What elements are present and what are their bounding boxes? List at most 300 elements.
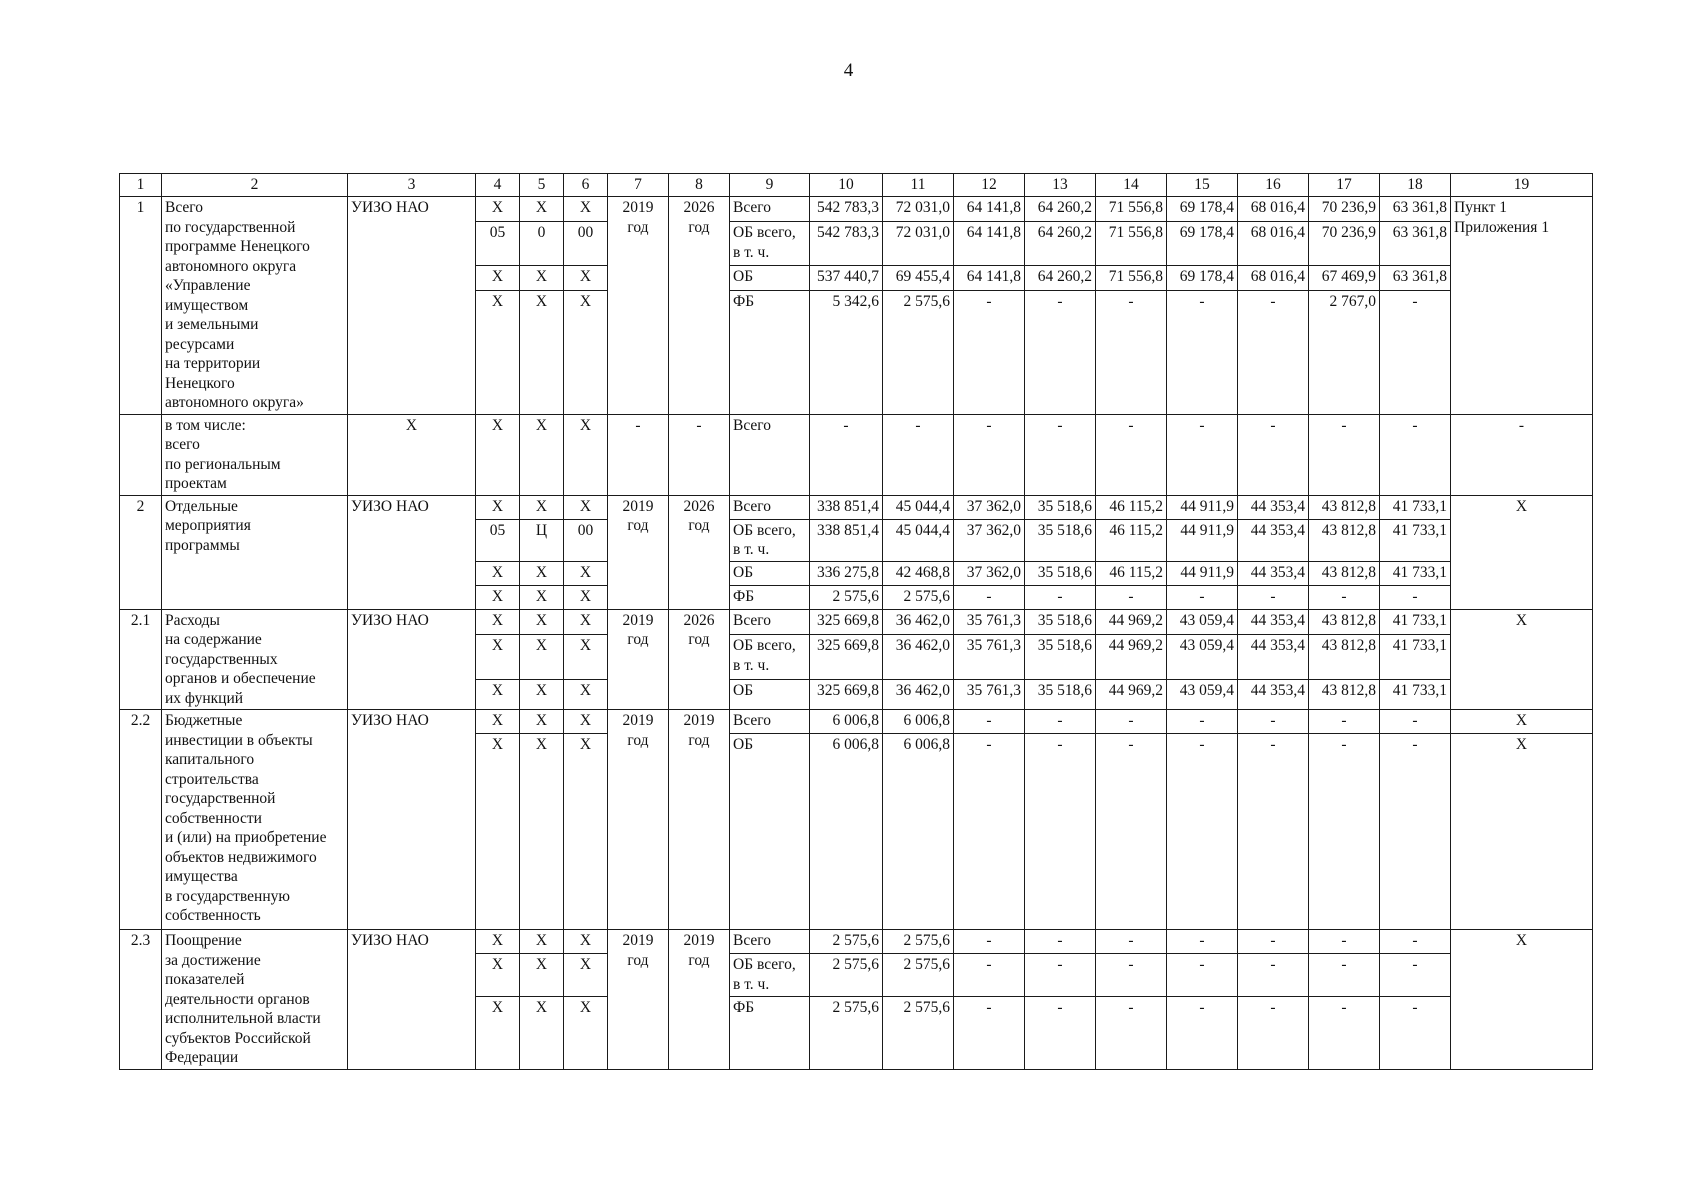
code-cell: Х bbox=[476, 954, 520, 996]
amount-cell: - bbox=[1096, 930, 1167, 954]
amount-cell: - bbox=[1238, 996, 1309, 1069]
amount-cell: 68 016,4 bbox=[1238, 197, 1309, 222]
end-year-cell bbox=[669, 495, 730, 609]
amount-cell: 542 783,3 bbox=[810, 197, 883, 222]
amount-cell: - bbox=[810, 414, 883, 495]
start-year-cell: - bbox=[608, 414, 669, 495]
start-year-cell-line: год bbox=[627, 631, 649, 648]
funding-source-cell: Всего bbox=[730, 710, 810, 734]
event-name-cell-line: инвестиции в объекты bbox=[165, 731, 313, 749]
event-name-cell-line: собственность bbox=[165, 907, 261, 924]
event-name-cell-line: деятельности органов bbox=[165, 990, 310, 1008]
code-cell: Х bbox=[564, 414, 608, 495]
amount-cell: - bbox=[1025, 930, 1096, 954]
amount-cell: 44 353,4 bbox=[1238, 495, 1309, 519]
amount-cell: - bbox=[1309, 414, 1380, 495]
amount-cell: - bbox=[1380, 734, 1451, 930]
amount-cell: 36 462,0 bbox=[883, 609, 954, 635]
column-header: 6 bbox=[564, 174, 608, 197]
amount-cell: 2 575,6 bbox=[810, 585, 883, 609]
event-name-cell-line: исполнительной власти bbox=[165, 1010, 321, 1027]
amount-cell: 37 362,0 bbox=[954, 561, 1025, 585]
event-name-cell-line: Федерации bbox=[165, 1049, 239, 1066]
amount-cell: 68 016,4 bbox=[1238, 222, 1309, 266]
column-header: 16 bbox=[1238, 174, 1309, 197]
funding-source-cell-line: ОБ всего, bbox=[733, 637, 796, 655]
amount-cell: 63 361,8 bbox=[1380, 197, 1451, 222]
amount-cell: 44 969,2 bbox=[1096, 609, 1167, 635]
code-cell: Х bbox=[520, 996, 564, 1069]
code-cell: Х bbox=[520, 585, 564, 609]
amount-cell: 2 575,6 bbox=[883, 954, 954, 996]
event-name-cell-line: государственных bbox=[165, 650, 278, 668]
amount-cell: - bbox=[1380, 930, 1451, 954]
amount-cell: - bbox=[1096, 954, 1167, 996]
event-name-cell-line: имущества bbox=[165, 868, 238, 885]
amount-cell: - bbox=[1309, 930, 1380, 954]
amount-cell: 64 141,8 bbox=[954, 197, 1025, 222]
amount-cell: - bbox=[1238, 930, 1309, 954]
amount-cell: - bbox=[1096, 291, 1167, 414]
end-year-cell bbox=[669, 197, 730, 415]
amount-cell: - bbox=[1167, 710, 1238, 734]
amount-cell: 72 031,0 bbox=[883, 197, 954, 222]
code-cell: Х bbox=[564, 561, 608, 585]
table-row bbox=[120, 930, 1593, 954]
amount-cell: 336 275,8 bbox=[810, 561, 883, 585]
code-cell: Х bbox=[476, 585, 520, 609]
event-name-cell-line: государственной bbox=[165, 790, 276, 807]
funding-source-cell: ОБ bbox=[730, 266, 810, 291]
end-year-cell bbox=[669, 930, 730, 1070]
amount-cell: - bbox=[1309, 710, 1380, 734]
column-header: 8 bbox=[669, 174, 730, 197]
code-cell: 00 bbox=[564, 519, 608, 561]
amount-cell: - bbox=[1025, 414, 1096, 495]
event-name-cell-line: по региональным bbox=[165, 455, 281, 473]
column-header: 7 bbox=[608, 174, 669, 197]
code-cell: Х bbox=[564, 495, 608, 519]
code-cell: Х bbox=[476, 414, 520, 495]
amount-cell: 44 969,2 bbox=[1096, 680, 1167, 710]
start-year-cell bbox=[608, 930, 669, 1070]
amount-cell: 36 462,0 bbox=[883, 680, 954, 710]
amount-cell: 35 518,6 bbox=[1025, 519, 1096, 561]
amount-cell: 325 669,8 bbox=[810, 609, 883, 635]
amount-cell: 5 342,6 bbox=[810, 291, 883, 414]
budget-table bbox=[119, 173, 1593, 1070]
amount-cell: 6 006,8 bbox=[810, 710, 883, 734]
executor-cell: УИЗО НАО bbox=[348, 197, 476, 415]
event-name-cell-line: собственности bbox=[165, 809, 262, 827]
amount-cell: 41 733,1 bbox=[1380, 609, 1451, 635]
amount-cell: 71 556,8 bbox=[1096, 197, 1167, 222]
amount-cell: 64 260,2 bbox=[1025, 266, 1096, 291]
code-cell: Х bbox=[476, 495, 520, 519]
amount-cell: 44 353,4 bbox=[1238, 635, 1309, 680]
amount-cell: - bbox=[1167, 414, 1238, 495]
amount-cell: 64 141,8 bbox=[954, 222, 1025, 266]
code-cell: 05 bbox=[476, 222, 520, 266]
amount-cell: 46 115,2 bbox=[1096, 561, 1167, 585]
end-year-cell-line: год bbox=[688, 731, 710, 749]
note-cell-line: Пункт 1 bbox=[1454, 199, 1507, 216]
event-name-cell-line: и земельными bbox=[165, 316, 259, 333]
code-cell: Х bbox=[564, 609, 608, 635]
event-name-cell-line: по государственной bbox=[165, 218, 296, 236]
start-year-cell-line: год bbox=[627, 731, 649, 749]
amount-cell: 43 812,8 bbox=[1309, 561, 1380, 585]
end-year-cell-line: 2026 bbox=[683, 199, 715, 216]
amount-cell: - bbox=[1025, 585, 1096, 609]
amount-cell: - bbox=[1309, 954, 1380, 996]
table-row bbox=[120, 495, 1593, 519]
amount-cell: - bbox=[954, 585, 1025, 609]
amount-cell: - bbox=[1025, 291, 1096, 414]
amount-cell: 6 006,8 bbox=[883, 710, 954, 734]
amount-cell: 2 767,0 bbox=[1309, 291, 1380, 414]
event-name-cell-line: программе Ненецкого bbox=[165, 238, 310, 255]
event-name-cell-line: строительства bbox=[165, 770, 259, 788]
column-header: 3 bbox=[348, 174, 476, 197]
code-cell: Х bbox=[520, 635, 564, 680]
start-year-cell-line: год bbox=[627, 218, 649, 236]
event-name-cell-line: и (или) на приобретение bbox=[165, 829, 327, 846]
amount-cell: - bbox=[954, 930, 1025, 954]
funding-source-cell: Всего bbox=[730, 609, 810, 635]
amount-cell: 41 733,1 bbox=[1380, 635, 1451, 680]
start-year-cell-line: 2019 bbox=[622, 932, 654, 949]
start-year-cell-line: 2019 bbox=[622, 611, 654, 629]
event-name-cell-line: на содержание bbox=[165, 631, 262, 648]
header-row bbox=[120, 174, 1593, 197]
table-row bbox=[120, 197, 1593, 222]
amount-cell: - bbox=[1380, 996, 1451, 1069]
event-name-cell-line: автономного округа bbox=[165, 257, 297, 275]
amount-cell: - bbox=[1309, 585, 1380, 609]
page-number: 4 bbox=[843, 60, 854, 81]
funding-source-cell-line: в т. ч. bbox=[733, 541, 770, 558]
column-header: 4 bbox=[476, 174, 520, 197]
event-name-cell-line: мероприятия bbox=[165, 517, 251, 534]
amount-cell: - bbox=[1380, 414, 1451, 495]
amount-cell: 42 468,8 bbox=[883, 561, 954, 585]
start-year-cell bbox=[608, 710, 669, 930]
amount-cell: 41 733,1 bbox=[1380, 561, 1451, 585]
column-header: 15 bbox=[1167, 174, 1238, 197]
event-name-cell bbox=[162, 197, 348, 415]
amount-cell: 67 469,9 bbox=[1309, 266, 1380, 291]
code-cell: Х bbox=[564, 930, 608, 954]
funding-source-cell bbox=[730, 954, 810, 996]
column-header: 13 bbox=[1025, 174, 1096, 197]
end-year-cell-line: 2026 bbox=[683, 497, 715, 515]
amount-cell: 2 575,6 bbox=[810, 996, 883, 1069]
amount-cell: - bbox=[1167, 585, 1238, 609]
amount-cell: 71 556,8 bbox=[1096, 266, 1167, 291]
start-year-cell-line: год bbox=[627, 951, 649, 969]
amount-cell: 64 260,2 bbox=[1025, 197, 1096, 222]
funding-source-cell: Всего bbox=[730, 495, 810, 519]
amount-cell: 71 556,8 bbox=[1096, 222, 1167, 266]
event-name-cell-line: проектам bbox=[165, 475, 227, 492]
amount-cell: - bbox=[1238, 291, 1309, 414]
code-cell: Х bbox=[564, 266, 608, 291]
code-cell: Х bbox=[476, 996, 520, 1069]
end-year-cell-line: год bbox=[688, 218, 710, 236]
row-number-cell: 2.2 bbox=[120, 710, 162, 930]
amount-cell: 43 812,8 bbox=[1309, 680, 1380, 710]
note-cell: Х bbox=[1451, 710, 1593, 734]
amount-cell: 64 141,8 bbox=[954, 266, 1025, 291]
note-cell: - bbox=[1451, 414, 1593, 495]
row-number-cell bbox=[120, 414, 162, 495]
funding-source-cell: ОБ bbox=[730, 561, 810, 585]
amount-cell: - bbox=[1167, 954, 1238, 996]
code-cell: Х bbox=[520, 710, 564, 734]
amount-cell: - bbox=[1025, 954, 1096, 996]
start-year-cell-line: 2019 bbox=[622, 497, 654, 515]
code-cell: Х bbox=[476, 680, 520, 710]
start-year-cell-line: 2019 bbox=[622, 199, 654, 216]
amount-cell: - bbox=[1167, 996, 1238, 1069]
code-cell: 00 bbox=[564, 222, 608, 266]
code-cell: Х bbox=[476, 609, 520, 635]
amount-cell: 35 518,6 bbox=[1025, 495, 1096, 519]
note-cell bbox=[1451, 197, 1593, 415]
amount-cell: 35 761,3 bbox=[954, 635, 1025, 680]
amount-cell: - bbox=[954, 954, 1025, 996]
event-name-cell-line: органов и обеспечение bbox=[165, 670, 316, 687]
event-name-cell-line: всего bbox=[165, 436, 200, 453]
amount-cell: 2 575,6 bbox=[883, 585, 954, 609]
amount-cell: - bbox=[954, 996, 1025, 1069]
amount-cell: 43 059,4 bbox=[1167, 609, 1238, 635]
amount-cell: 35 761,3 bbox=[954, 609, 1025, 635]
event-name-cell-line: их функций bbox=[165, 689, 244, 707]
code-cell: Х bbox=[520, 734, 564, 930]
column-header: 11 bbox=[883, 174, 954, 197]
end-year-cell bbox=[669, 609, 730, 710]
amount-cell: - bbox=[954, 710, 1025, 734]
amount-cell: 72 031,0 bbox=[883, 222, 954, 266]
event-name-cell-line: субъектов Российской bbox=[165, 1029, 311, 1047]
amount-cell: 35 518,6 bbox=[1025, 609, 1096, 635]
code-cell: Х bbox=[520, 561, 564, 585]
amount-cell: 6 006,8 bbox=[883, 734, 954, 930]
code-cell: Х bbox=[476, 930, 520, 954]
amount-cell: 44 911,9 bbox=[1167, 495, 1238, 519]
event-name-cell-line: Всего bbox=[165, 199, 204, 216]
amount-cell: - bbox=[954, 414, 1025, 495]
amount-cell: - bbox=[1096, 996, 1167, 1069]
end-year-cell-line: 2026 bbox=[683, 611, 715, 629]
amount-cell: 325 669,8 bbox=[810, 635, 883, 680]
row-number-cell: 2.3 bbox=[120, 930, 162, 1070]
event-name-cell-line: ресурсами bbox=[165, 335, 235, 353]
executor-cell: Х bbox=[348, 414, 476, 495]
column-header: 17 bbox=[1309, 174, 1380, 197]
amount-cell: 2 575,6 bbox=[810, 954, 883, 996]
amount-cell: - bbox=[1167, 734, 1238, 930]
funding-source-cell bbox=[730, 222, 810, 266]
funding-source-cell: ОБ bbox=[730, 734, 810, 930]
amount-cell: 44 353,4 bbox=[1238, 561, 1309, 585]
funding-source-cell-line: ОБ всего, bbox=[733, 224, 796, 242]
amount-cell: - bbox=[1096, 585, 1167, 609]
amount-cell: 69 178,4 bbox=[1167, 266, 1238, 291]
code-cell: Х bbox=[520, 495, 564, 519]
event-name-cell-line: на территории bbox=[165, 355, 261, 372]
funding-source-cell: Всего bbox=[730, 414, 810, 495]
amount-cell: 46 115,2 bbox=[1096, 519, 1167, 561]
amount-cell: - bbox=[1025, 710, 1096, 734]
amount-cell: - bbox=[1238, 710, 1309, 734]
column-header: 18 bbox=[1380, 174, 1451, 197]
amount-cell: 44 911,9 bbox=[1167, 519, 1238, 561]
amount-cell: 35 518,6 bbox=[1025, 680, 1096, 710]
amount-cell: 35 518,6 bbox=[1025, 561, 1096, 585]
code-cell: Х bbox=[520, 930, 564, 954]
start-year-cell-line: год bbox=[627, 517, 649, 534]
code-cell: Х bbox=[476, 197, 520, 222]
funding-source-cell bbox=[730, 519, 810, 561]
event-name-cell-line: Расходы bbox=[165, 611, 220, 629]
amount-cell: 325 669,8 bbox=[810, 680, 883, 710]
event-name-cell-line: Поощрение bbox=[165, 932, 242, 949]
code-cell: Х bbox=[564, 954, 608, 996]
amount-cell: 338 851,4 bbox=[810, 519, 883, 561]
amount-cell: 2 575,6 bbox=[883, 996, 954, 1069]
amount-cell: 2 575,6 bbox=[810, 930, 883, 954]
note-cell: Х bbox=[1451, 609, 1593, 710]
amount-cell: 36 462,0 bbox=[883, 635, 954, 680]
column-header: 9 bbox=[730, 174, 810, 197]
amount-cell: 43 812,8 bbox=[1309, 495, 1380, 519]
event-name-cell-line: имуществом bbox=[165, 296, 249, 314]
event-name-cell-line: автономного округа» bbox=[165, 394, 304, 411]
code-cell: Х bbox=[564, 710, 608, 734]
amount-cell: 6 006,8 bbox=[810, 734, 883, 930]
code-cell: Х bbox=[476, 635, 520, 680]
note-cell: Х bbox=[1451, 930, 1593, 1070]
code-cell: Х bbox=[476, 291, 520, 414]
end-year-cell-line: год bbox=[688, 631, 710, 648]
event-name-cell-line: Отдельные bbox=[165, 497, 238, 515]
amount-cell: 2 575,6 bbox=[883, 291, 954, 414]
amount-cell: - bbox=[1238, 734, 1309, 930]
code-cell: Х bbox=[476, 561, 520, 585]
event-name-cell bbox=[162, 930, 348, 1070]
note-cell: Х bbox=[1451, 495, 1593, 609]
column-header: 1 bbox=[120, 174, 162, 197]
amount-cell: - bbox=[1238, 414, 1309, 495]
start-year-cell bbox=[608, 197, 669, 415]
event-name-cell-line: «Управление bbox=[165, 277, 251, 294]
column-header: 14 bbox=[1096, 174, 1167, 197]
code-cell: Х bbox=[564, 291, 608, 414]
code-cell: Ц bbox=[520, 519, 564, 561]
end-year-cell-line: год bbox=[688, 517, 710, 534]
amount-cell: 69 455,4 bbox=[883, 266, 954, 291]
event-name-cell-line: капитального bbox=[165, 751, 255, 768]
amount-cell: 45 044,4 bbox=[883, 519, 954, 561]
amount-cell: 69 178,4 bbox=[1167, 197, 1238, 222]
column-header: 5 bbox=[520, 174, 564, 197]
amount-cell: 44 969,2 bbox=[1096, 635, 1167, 680]
funding-source-cell-line: ОБ всего, bbox=[733, 956, 796, 974]
column-header: 10 bbox=[810, 174, 883, 197]
event-name-cell-line: объектов недвижимого bbox=[165, 848, 317, 866]
event-name-cell bbox=[162, 414, 348, 495]
table-row bbox=[120, 710, 1593, 734]
amount-cell: - bbox=[1380, 291, 1451, 414]
amount-cell: 41 733,1 bbox=[1380, 680, 1451, 710]
event-name-cell-line: показателей bbox=[165, 971, 245, 988]
amount-cell: - bbox=[1380, 710, 1451, 734]
amount-cell: - bbox=[1309, 996, 1380, 1069]
amount-cell: 70 236,9 bbox=[1309, 222, 1380, 266]
row-number-cell: 1 bbox=[120, 197, 162, 415]
funding-source-cell: ФБ bbox=[730, 585, 810, 609]
code-cell: Х bbox=[520, 680, 564, 710]
amount-cell: - bbox=[954, 734, 1025, 930]
amount-cell: 2 575,6 bbox=[883, 930, 954, 954]
event-name-cell-line: Ненецкого bbox=[165, 374, 235, 392]
funding-source-cell: ФБ bbox=[730, 291, 810, 414]
funding-source-cell: ОБ bbox=[730, 680, 810, 710]
amount-cell: 44 353,4 bbox=[1238, 680, 1309, 710]
amount-cell: 44 911,9 bbox=[1167, 561, 1238, 585]
code-cell: Х bbox=[520, 291, 564, 414]
amount-cell: 68 016,4 bbox=[1238, 266, 1309, 291]
end-year-cell bbox=[669, 710, 730, 930]
amount-cell: 35 761,3 bbox=[954, 680, 1025, 710]
amount-cell: 37 362,0 bbox=[954, 519, 1025, 561]
code-cell: Х bbox=[520, 414, 564, 495]
amount-cell: 44 353,4 bbox=[1238, 609, 1309, 635]
event-name-cell-line: Бюджетные bbox=[165, 712, 243, 729]
executor-cell: УИЗО НАО bbox=[348, 930, 476, 1070]
amount-cell: - bbox=[1096, 710, 1167, 734]
amount-cell: 41 733,1 bbox=[1380, 495, 1451, 519]
row-number-cell: 2 bbox=[120, 495, 162, 609]
amount-cell: - bbox=[1380, 954, 1451, 996]
end-year-cell: - bbox=[669, 414, 730, 495]
column-header: 12 bbox=[954, 174, 1025, 197]
amount-cell: - bbox=[1380, 585, 1451, 609]
event-name-cell-line: в том числе: bbox=[165, 416, 246, 434]
code-cell: 0 bbox=[520, 222, 564, 266]
note-cell-line: Приложения 1 bbox=[1454, 218, 1550, 236]
row-number-cell: 2.1 bbox=[120, 609, 162, 710]
amount-cell: 43 059,4 bbox=[1167, 680, 1238, 710]
code-cell: Х bbox=[476, 266, 520, 291]
amount-cell: 44 353,4 bbox=[1238, 519, 1309, 561]
amount-cell: 46 115,2 bbox=[1096, 495, 1167, 519]
amount-cell: 64 260,2 bbox=[1025, 222, 1096, 266]
code-cell: Х bbox=[476, 710, 520, 734]
code-cell: Х bbox=[564, 635, 608, 680]
amount-cell: 45 044,4 bbox=[883, 495, 954, 519]
code-cell: Х bbox=[520, 266, 564, 291]
code-cell: Х bbox=[564, 734, 608, 930]
note-cell: Х bbox=[1451, 734, 1593, 930]
code-cell: Х bbox=[520, 954, 564, 996]
event-name-cell-line: в государственную bbox=[165, 887, 290, 905]
funding-source-cell bbox=[730, 635, 810, 680]
amount-cell: - bbox=[883, 414, 954, 495]
